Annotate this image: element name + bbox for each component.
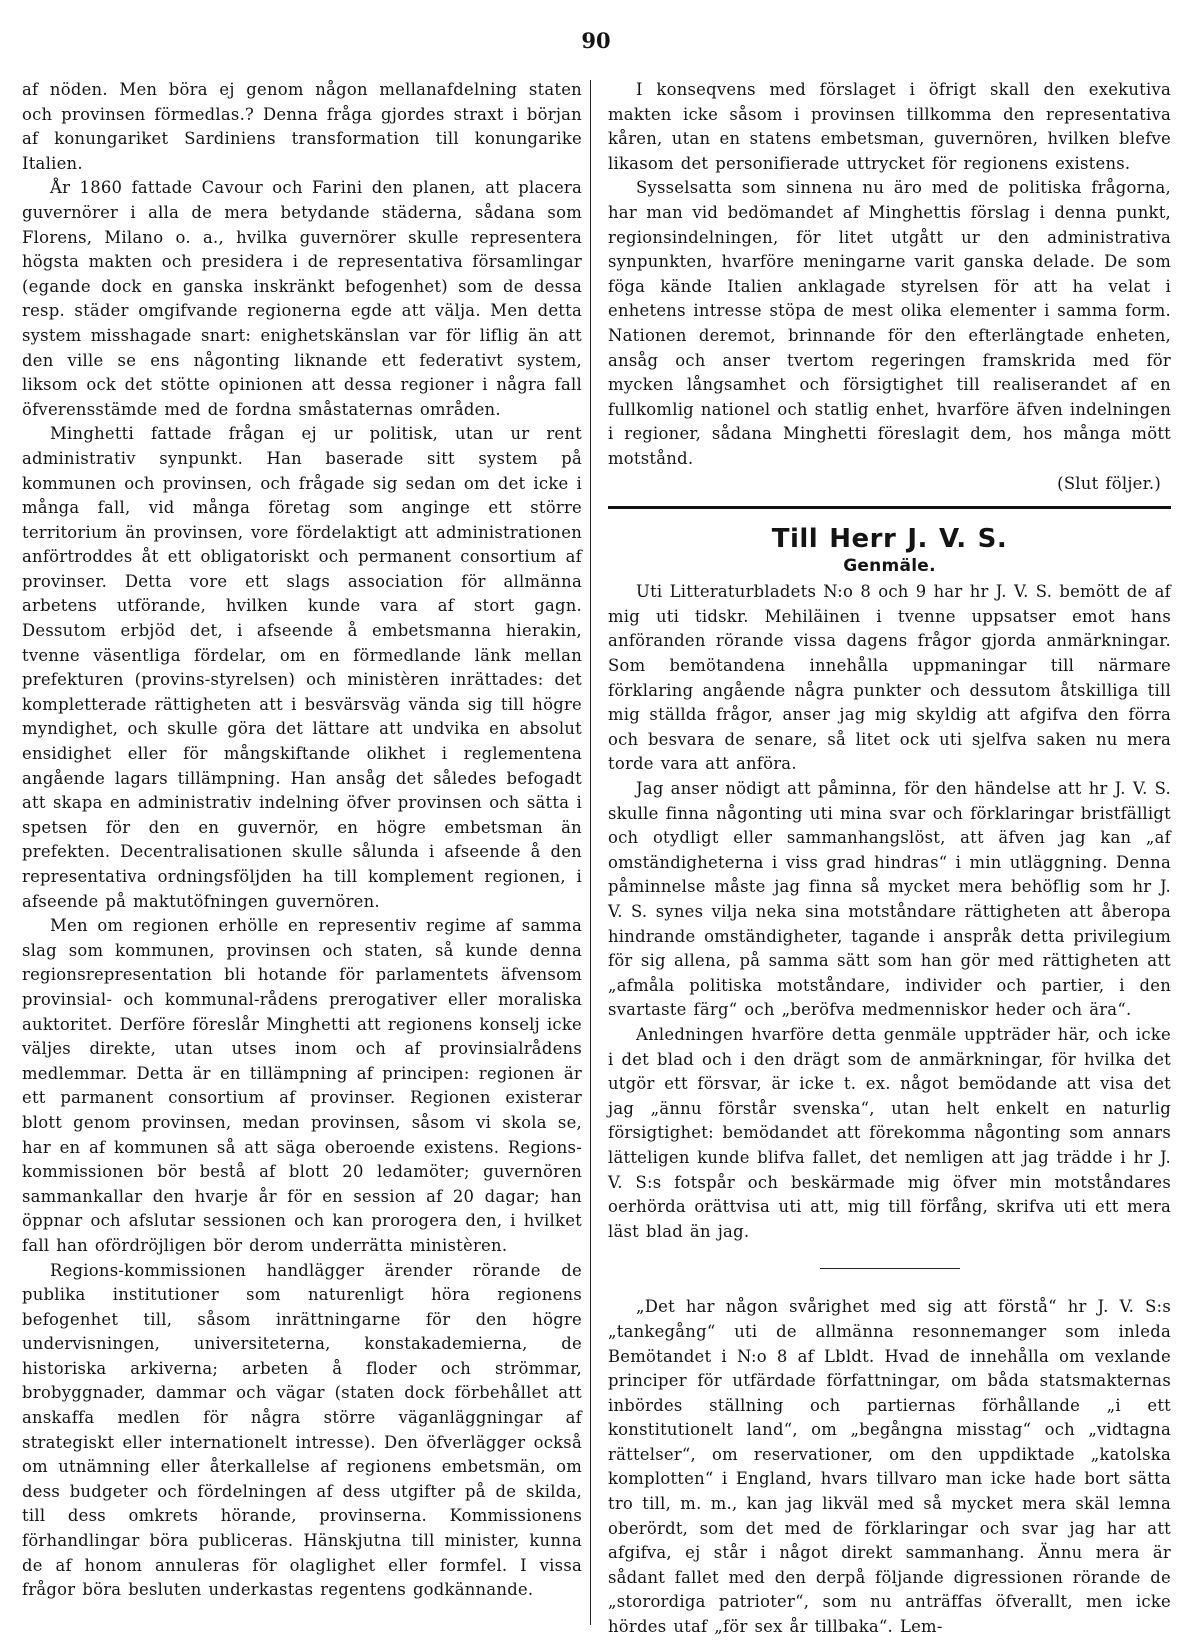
paragraph: Uti Litteraturbladets N:o 8 och 9 har hr J. V. S. bemött de af mig uti tidskr. Mehiläinen i tvenne uppsatser emot hans anföranden rörande vissa dagens frågor gjorda anmärkningar. Som bemötandena innehålla uppmaningar till närmare förklaring angående några punkter och dessutom åtskilliga till mig ställda frågor, anser jag mig skyldig att afgifva den förra och besvara de senare, så litet ock uti sjelfva saken nu mera torde vara att anföra.: [608, 582, 1171, 774]
short-rule: [820, 1268, 960, 1269]
section-subtitle: Genmäle.: [843, 555, 936, 576]
paragraph: Jag anser nödigt att påminna, för den händelse att hr J. V. S. skulle finna någonting uti mina svar och förklaringar bristfälligt och otydligt eller sammanhangslöst, att äfven jag kan „af omständigheterna i viss grad hindras“ i min utläggning. Denna påminnelse måste jag finna så mycket mera behöflig som hr J. V. S. synes vilja neka sina motståndare rättigheten att åberopa hindrande omständigheter, tagande i anspråk detta privilegium för sig allena, på samma sätt som han gör med rättigheten att „afmåla politiska motståndare, individer och partier, i den svartaste färg“ och „beröfva medmenniskor heder och ära“.: [608, 779, 1171, 1020]
paragraph: Sysselsatta som sinnena nu äro med de politiska frågorna, har man vid bedömandet af Minghettis förslag i denna punkt, regionsindelningen, för litet utgått ur den administrativa synpunkten, hvarföre meningarne varit ganska delade. De som föga kände Italien anklagade styrelsen för att ha velat i enhetens intresse stöpa de mest olika elementer i samma form. Nationen deremot, brinnande för den efterlängtade enheten, ansåg och anser tvertom regeringen framskrida med för mycken långsamhet och försigtighet till realiserandet af en fullkomlig nationel och statlig enhet, hvarföre äfven indelningen i regioner, sådana Minghetti föreslagit dem, hos många mött motstånd.: [608, 178, 1171, 468]
section-title: Till Herr J. V. S.: [771, 524, 1008, 555]
paragraph: af nöden. Men böra ej genom någon mellanafdelning staten och provinsen förmedlas.? Denna fråga gjordes straxt i början af konungariket Sardiniens transformation till konungarike Italien.: [22, 80, 582, 173]
paragraph: Regions-kommissionen handlägger ärender rörande de publika institutioner som naturenligt höra regionens befogenhet till, såsom inrättningarne för den högre undervisningen, universiteterna, konstakademierna, de historiska arkiverna; arbeten å floder och strömmar, brobyggnader, dammar och vägar (staten dock förbehållet att anskaffa medlen för några större väganläggningar af strategiskt eller internationelt intresse). Den öfverlägger också om utnämning eller återkallelse af regionens embetsmän, om dess budgeter och fördelningen af dess utgifter på de skilda, till dess omkrets hörande, provinserna. Kommissionens förhandlingar böra publiceras. Hänskjutna till minister, kunna de af honom annuleras för olaglighet eller formfel. I vissa frågor böra besluten underkastas regentens godkännande.: [22, 1260, 582, 1600]
left-column: [22, 78, 582, 1603]
article-signoff: (Slut följer.): [1057, 473, 1161, 493]
paragraph: Men om regionen erhölle en representiv regime af samma slag som kommunen, provinsen och staten, så kunde denna regionsrepresentation bli hotande för parlamentets äfvensom provinsial- och kommunal-rådens prerogativer eller moraliska auktoritet. Derföre föreslår Minghetti att regionens konselj icke väljes direkte, utan utses inom och af provinsialrådens medlemmar. Detta är en tillämpning af principen: regionen är ett parmanent consortium af provinser. Regionen existerar blott genom provinsen, medan provinsen, såsom vi skola se, har en af kommunen så att säga oberoende existens. Regions-kommissionen bör bestå af blott 20 ledamöter; guvernören sammankallar den hvarje år för en session af 20 dagar; han öppnar och afslutar sessionen och kan prorogera den, i hvilket fall han ofördröjligen bör derom underrätta ministèren.: [22, 916, 582, 1255]
paragraph: Anledningen hvarföre detta genmäle uppträder här, och icke i det blad och i den drägt som de anmärkningar, för hvilka det utgör ett försvar, är icke t. ex. något bemödande att visa det jag „ännu förstår svenska“, utan helt enkelt en naturlig försigtighet: bemödandet att förekomma någonting som annars lätteligen kunde blifva fallet, det nemligen att jag trädde i hr J. V. S:s fotspår och beskärmade mig öfver min motståndares oerhörda orättvisa uti att, mig till förfång, skrifva uti ett mera läst blad än jag.: [608, 1024, 1171, 1241]
page-number: 90: [581, 28, 611, 53]
paragraph: År 1860 fattade Cavour och Farini den planen, att placera guvernörer i alla de mera betydande städerna, sådana som Florens, Milano o. a., hvilka guvernörer skulle representera högsta makten och presidera i de representativa församlingar (egande dock en ganska inskränkt befogenhet) som de dessa resp. städer omgifvande regionerna egde att välja. Men detta system misshagade snart: enighetskänslan var för liflig än att den ville se ens någonting liknande ett federativt system, liksom ock det stötte opinionen att dessa regioner i några fall öfverensstämde med de fordna småstaternas områden.: [22, 178, 582, 419]
right-column: [608, 78, 1171, 1640]
paragraph: „Det har någon svårighet med sig att förstå“ hr J. V. S:s „tankegång“ uti de allmänna resonnemanger som inleda Bemötandet i N:o 8 af Lbldt. Hvad de innehålla om vexlande principer för utfärdade författningar, om båda statsmakternas inbördes ställning och partiernas förhållande „i ett konstitutionelt land“, om „begångna misstag“ och „vidtagna rättelser“, om reservationer, om den uppdiktade „katolska komplotten“ i England, hvars tillvaro man icke hade bort sätta tro till, m. m., kan jag likväl med så mycket mera skäl lemna oberördt, som det med de förklaringar och svar jag har att afgifva, ej står i något direkt sammanhang. Ännu mera är sådant fallet med den derpå följande digressionen rörande de „storordiga patrioter“, som nu anträffas öfverallt, men icke hördes utaf „för sex år tillbaka“. Lem-: [608, 1297, 1171, 1637]
column-divider: [590, 80, 591, 1625]
paragraph: Minghetti fattade frågan ej ur politisk, utan ur rent administrativ synpunkt. Han baserade sitt system på kommunen och provinsen, och frågade sig sedan om det icke i många fall, vid många företag som anginge ett större territorium än provinsen, vore fördelaktigt att administrationen anförtroddes åt ett obligatoriskt och permanent consortium af provinser. Detta vore ett slags association för allmänna arbetens utförande, hvilken kunde vara af stort gagn. Dessutom erbjöd det, i afseende å embetsmanna hierakin, tvenne väsentliga fördelar, om en förmedlande länk mellan prefekturen (provins-styrelsen) och ministèren inrättades: det kompletterade rättigheten att i besvärsväg vända sig till högre myndighet, och skulle göra det lättare att undvika en absolut ensidighet eller för mångskiftande olikhet i reglementena angående lagars tillämpning. Han ansåg det således befogadt att skapa en administrativ indelning öfver provinsen och sätta i spetsen för den en guvernör, en högre embetsman än prefekten. Decentralisationen skulle sålunda i afseende å den representativa ordningsföljden ha till komplement regionen, i afseende på maktutöfningen guvernören.: [22, 424, 582, 911]
paragraph: I konseqvens med förslaget i öfrigt skall den exekutiva makten icke såsom i provinsen tillkomma den representativa kåren, utan en statens embetsman, guvernören, hvilken blefve likasom det personifierade uttrycket för regionens existens.: [608, 80, 1171, 173]
section-rule: [608, 506, 1171, 509]
